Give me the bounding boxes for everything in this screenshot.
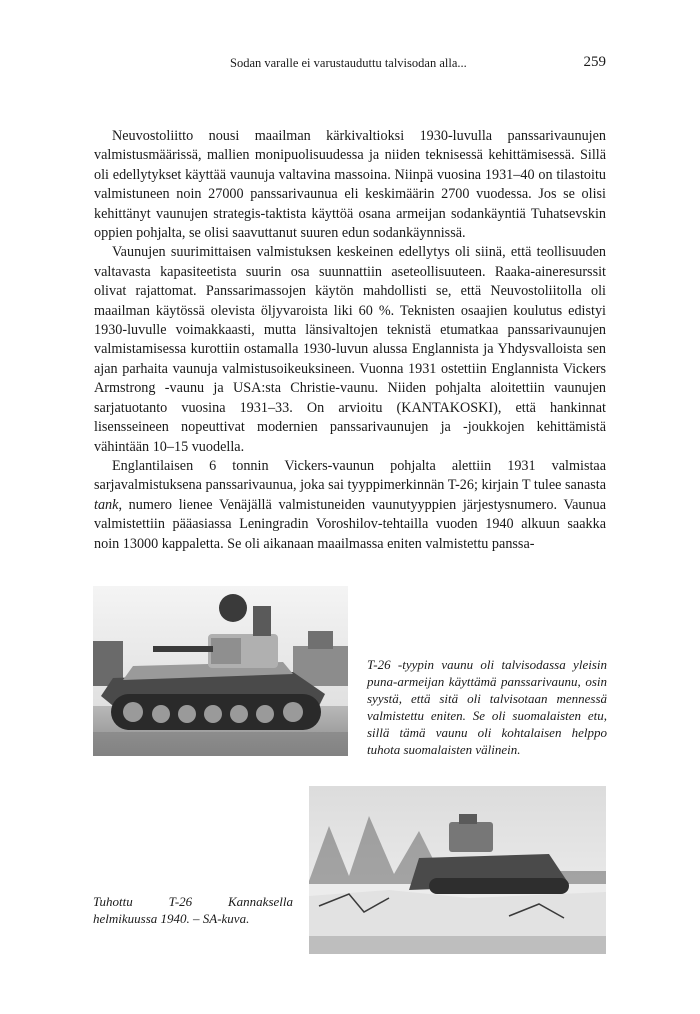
emphasis-tank: tank [94,496,119,513]
paragraph-1: Neuvostoliitto nousi maailman kärkivaltioksi 1930-luvulla panssarivaunujen valmistusmäärissä, mallien monipuolisuudessa ja niiden teknisessä kehittämisessä. Sillä oli edellytykset käyttää vaunuja valtavina massoina. Niinpä vuosina 1931–40 on tilastoitu valmistuneen noin 27000 panssarivaunua eli keskimäärin 2700 vuodessa. Jos se olisi kehittänyt vaunujen strategis-taktista käyttöä osana armeijan sodankäyntiä Tuhatsevskin oppien pohjalta, se olisi saavuttanut suuren edun sodankäynnissä. [94,128,606,242]
running-head [94,56,606,74]
paragraph-3 [94,457,606,554]
destroyed-tank-photo [309,786,606,954]
paragraph-3-start: Englantilaisen 6 tonnin Vickers-vaunun pohjalta alettiin 1931 valmistaa sarjavalmistuksena panssarivaunua, joka sai tyyppimerkinnän T-26; kirjain T tulee sanasta [94,457,606,494]
paragraph-3-end: , numero lienee Venäjällä valmistuneiden vaunutyyppien järjestysnumero. Vaunua valmistettiin pääasiassa Leningradin Voroshilov-tehtailla vuoden 1940 alkuun saakka noin 13000 kappaletta. Se oli aikanaan maailmassa eniten valmistettu panssa- [94,496,606,552]
destroyed-tank-illustration [309,786,606,954]
t26-tank-photo [93,586,348,756]
running-title: Sodan varalle ei varustauduttu talvisodan alla... [230,56,467,70]
page-number: 259 [583,54,606,70]
caption-2: Tuhottu T-26 Kannaksella helmikuussa 1940. – SA-kuva. [93,894,293,926]
paragraph-2: Vaunujen suurimittaisen valmistuksen keskeinen edellytys oli siinä, että teollisuuden valtavasta kapasiteetista suurin osa suunnattiin aseteollisuuteen. Raaka-aineresurssit olivat rajattomat. Panssarimassojen käytön mahdollisti se, että Neuvostoliitolla oli maailman käytössä olevista öljyvaroista liki 60 %. Teknisten osaajien koulutus edistyi 1930-luvulle voimakkaasti, mutta länsivaltojen teknistä etumatkaa panssarivaunujen valmistamisessa kurottiin ostamalla 1930-luvun alussa Englannista ja Yhdysvalloista sen ajan parhaita vaunuja valmistusoikeuksineen. Vuonna 1931 ostettiin Englannista Vickers Armstrong -vaunu ja USA:sta Christie-vaunu. Niiden pohjalta aloitettiin vaunujen sarjatuotanto vuosina 1931–33. On arvioitu (KANTAKOSKI), että hankinnat lisensseineen nopeuttivat modernien panssarivaunujen ja -joukkojen kehittämistä vähintään 10–15 vuodella. [94,244,606,455]
t26-tank-illustration [93,586,348,756]
caption-1: T-26 -tyypin vaunu oli talvisodassa yleisin puna-armeijan käyttämä panssarivaunu, osin syystä, että sitä oli talvisotaan mennessä valmistettu eniten. Se oli suomalaisten etu, sillä tämä vaunu oli kohtalaisen helppo tuhota suomalaisten välinein. [367,657,607,757]
body-text [94,127,606,554]
